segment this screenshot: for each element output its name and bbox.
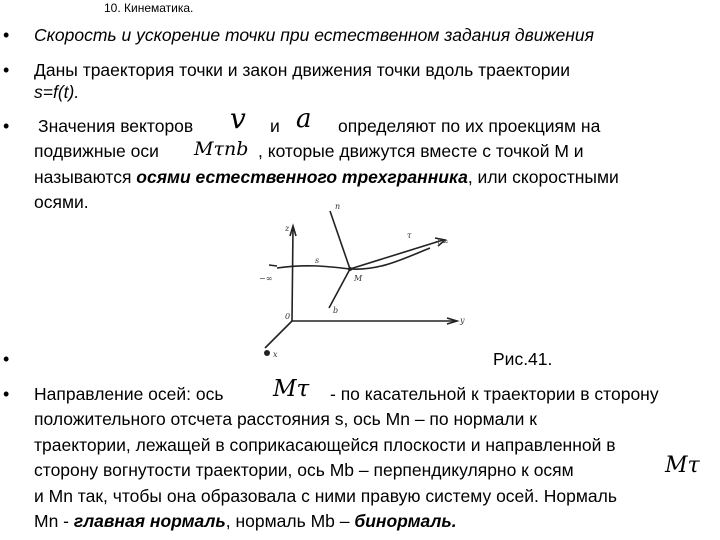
bullet-3-text-c: подвижные оси — [34, 141, 159, 161]
x-axis-end — [264, 350, 270, 356]
bullet-3-text-e — [34, 166, 619, 188]
z-axis — [292, 228, 293, 321]
bullet-marker: • — [3, 60, 10, 80]
bullet-marker: • — [3, 25, 10, 45]
bullet-1-title: Скорость и ускорение точки при естественном задания движения — [34, 25, 594, 45]
bullet-5-text-a: Направление осей: ось — [34, 384, 224, 404]
bullet-3-text-d: , которые движутся вместе с точкой М и — [258, 141, 584, 161]
bullet-marker: • — [3, 384, 10, 404]
label-z: z — [285, 224, 290, 233]
bullet-3-text-a: Значения векторов — [38, 116, 194, 136]
axis-mtau-symbol: Mτ — [273, 376, 310, 402]
bullet-3-text-e-start: называются — [34, 167, 132, 187]
bullet-5-line-3: траектории, лежащей в соприкасающейся плоскости и направленной в — [34, 435, 616, 455]
bullet-5-text-b: - по касательной к траектории в сторону — [330, 384, 659, 404]
axis-mtau-symbol-2: Mτ — [665, 453, 700, 478]
bullet-3-text-b: определяют по их проекциям на — [338, 116, 601, 136]
slide-header: 10. Кинематика. — [104, 1, 194, 15]
bullet-2-line-1: Даны траектория точки и закон движения точки вдоль траектории — [34, 60, 571, 80]
figure-natural-trihedron — [255, 196, 480, 368]
point-m — [348, 267, 352, 271]
bullet-5-line-2: положительного отсчета расстояния s, ось Mn – по нормали к — [34, 409, 537, 429]
bullet-3-text-e-end: , или скоростными — [467, 167, 619, 187]
bullet-5-line-6-end: . — [451, 511, 457, 531]
label-minus-inf: −∞ — [259, 274, 273, 283]
label-s: s — [315, 256, 320, 265]
bullet-5-line-4: сторону вогнутости траектории, ось Mb – перпендикулярно к осям — [34, 460, 574, 480]
bullet-3-text-f: осями. — [34, 192, 89, 212]
b-axis — [329, 269, 350, 308]
bullet-marker: • — [3, 116, 10, 136]
vector-v-symbol: v — [230, 102, 246, 135]
label-plus-inf: +∞ — [435, 237, 449, 246]
axes-symbol: Mτnb — [194, 138, 249, 160]
bullet-5-line-6-mid: , нормаль Mb – — [225, 511, 350, 531]
bullet-2-formula: s=f(t). — [34, 82, 80, 102]
label-origin: 0 — [285, 312, 291, 321]
term-binormal: бинормаль — [354, 511, 452, 531]
x-axis — [265, 321, 292, 348]
bullet-5-line-6 — [34, 510, 457, 532]
label-m: M — [354, 274, 363, 283]
bullet-5-line-6-start: Mn - — [34, 511, 69, 531]
label-b: b — [333, 306, 339, 315]
term-principal-normal: главная нормаль — [73, 511, 226, 531]
tau-axis — [350, 240, 443, 269]
label-tau: τ — [407, 231, 412, 240]
n-axis — [330, 211, 350, 269]
label-n: n — [335, 202, 341, 211]
label-x: x — [273, 350, 278, 359]
trihedron-diagram — [255, 196, 480, 368]
bullet-marker: • — [3, 349, 10, 369]
figure-caption: Рис.41. — [493, 349, 553, 369]
bullet-5-line-5: и Mn так, чтобы она образовала с ними правую систему осей. Нормаль — [34, 486, 617, 506]
vector-a-symbol: a — [296, 104, 312, 134]
label-y: y — [460, 316, 465, 325]
term-natural-trihedron: осями естественного трехгранника — [136, 167, 468, 187]
curve-dash — [269, 265, 277, 266]
bullet-3-text-and: и — [270, 116, 280, 136]
